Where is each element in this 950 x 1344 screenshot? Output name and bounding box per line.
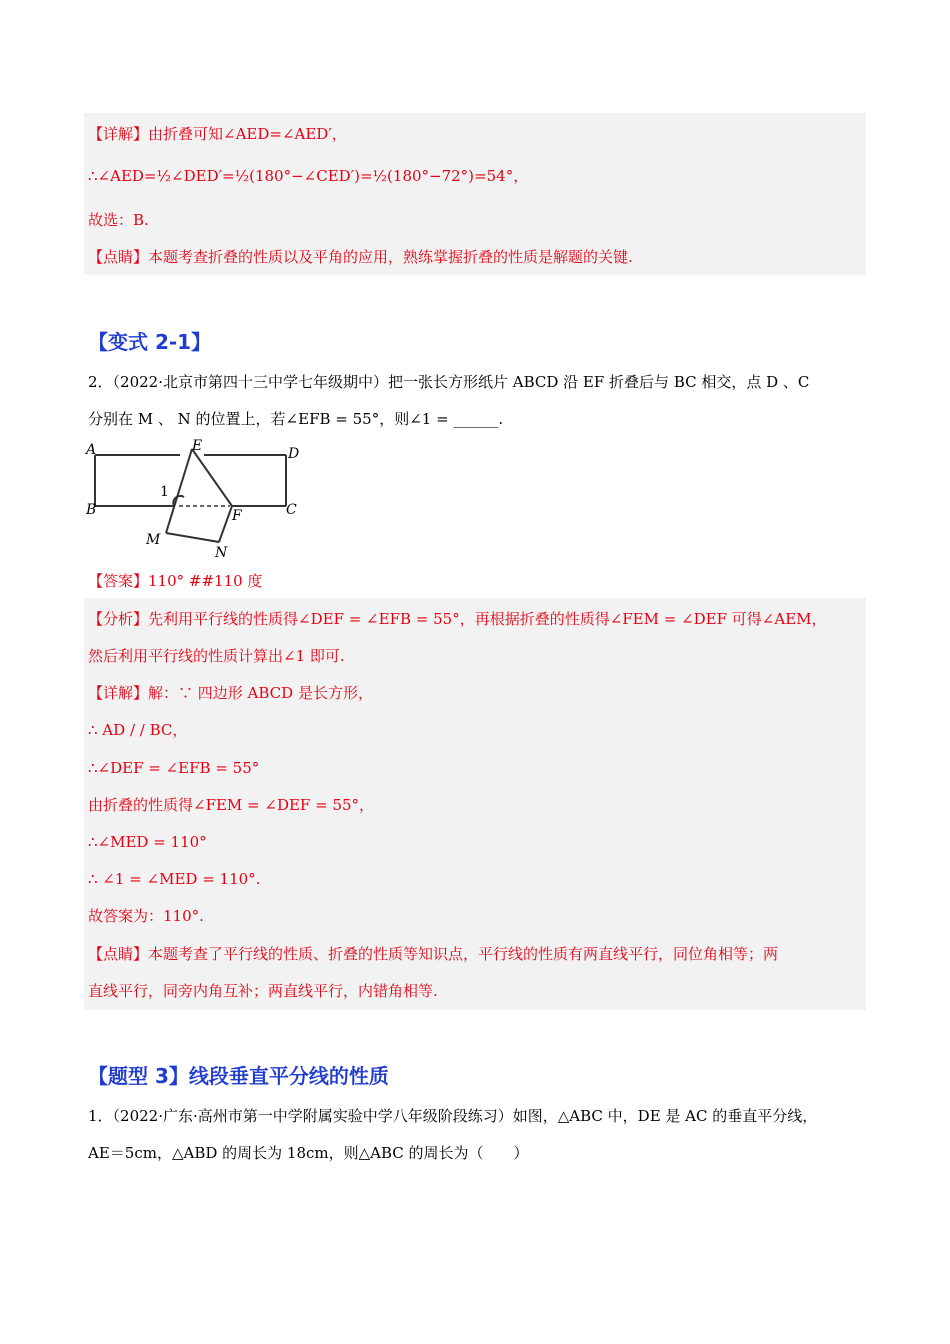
detail-line5: ∴∠MED = 110° [88, 833, 207, 851]
type3-heading: 【题型 3】线段垂直平分线的性质 [88, 1064, 389, 1088]
fig-label-d: D [288, 446, 300, 462]
fig-label-a: A [86, 442, 97, 458]
top-choice-line: 故选：B. [88, 211, 149, 229]
analysis-line2: 然后利用平行线的性质计算出∠1 即可. [88, 647, 345, 665]
fig-label-m: M [146, 532, 161, 548]
fold-figure [84, 436, 324, 560]
top-calc-line: ∴∠AED=½∠DED′=½(180°−∠CED′)=½(180°−72°)=54°， [88, 167, 529, 185]
analysis-line1: 【分析】先利用平行线的性质得∠DEF = ∠EFB = 55°，再根据折叠的性质得∠FEM = ∠DEF 可得∠AEM， [88, 610, 827, 628]
fig-label-c: C [286, 502, 297, 518]
fig-label-one: 1 [160, 484, 169, 500]
problem2-line1: 2．（2022·北京市第四十三中学七年级期中）把一张长方形纸片 ABCD 沿 EF 折叠后与 BC 相交，点 D 、C [88, 373, 810, 391]
fig-label-f: F [232, 508, 242, 524]
problem3-line2: AE＝5cm，△ABD 的周长为 18cm，则△ABC 的周长为（ ） [88, 1144, 529, 1162]
problem2-line2: 分别在 M 、 N 的位置上，若∠EFB = 55°，则∠1 = ______. [88, 410, 504, 428]
fig-label-n: N [215, 545, 228, 560]
top-detail-line: 【详解】由折叠可知∠AED=∠AED′， [88, 125, 347, 143]
detail-line3: ∴∠DEF = ∠EFB = 55° [88, 759, 260, 777]
answer2-line [88, 571, 262, 591]
variant-heading: 【变式 2-1】 [88, 330, 212, 354]
fig-label-b: B [86, 502, 97, 518]
comment-line1: 【点睛】本题考查了平行线的性质、折叠的性质等知识点，平行线的性质有两直线平行，同位角相等；两 [88, 945, 779, 963]
comment-line2: 直线平行，同旁内角互补；两直线平行，内错角相等. [88, 982, 438, 1000]
detail-line4: 由折叠的性质得∠FEM = ∠DEF = 55°， [88, 796, 375, 814]
detail-line6: ∴ ∠1 = ∠MED = 110°. [88, 870, 261, 888]
answer2-text: 【答案】110° ##110 度 [88, 572, 263, 590]
fig-label-e: E [192, 438, 203, 454]
detail-line2: ∴ AD / / BC， [88, 721, 188, 739]
detail-line1: 【详解】解：∵ 四边形 ABCD 是长方形， [88, 684, 373, 702]
top-comment-line: 【点睛】本题考查折叠的性质以及平角的应用，熟练掌握折叠的性质是解题的关键. [88, 248, 633, 266]
problem3-line1: 1．（2022·广东·高州市第一中学附属实验中学八年级阶段练习）如图，△ABC 中，DE 是 AC 的垂直平分线， [88, 1107, 818, 1125]
final-answer-line: 故答案为：110°. [88, 907, 204, 925]
